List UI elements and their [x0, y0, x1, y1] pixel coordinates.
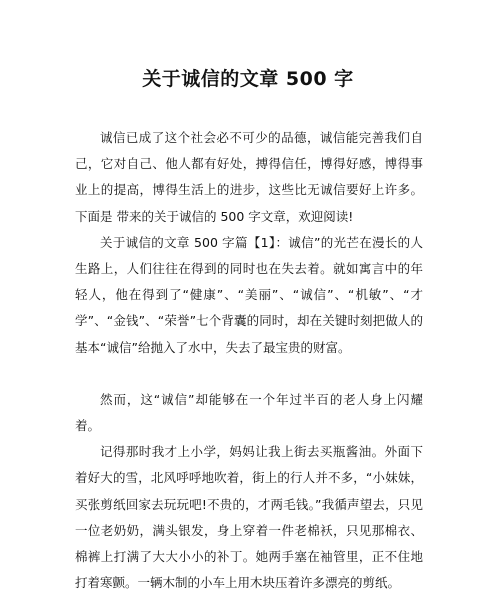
document-title: 关于诚信的文章 500 字: [142, 68, 354, 90]
paragraph-memory: 记得那时我才上小学，妈妈让我上街去买瓶酱油。外面下着好大的雪，北风呼呼地吹着，街上的行人并不多，“小妹妹，买张剪纸回家去玩玩吧!不贵的，才两毛钱。”我循声望去，只见一位老奶奶，满头银发，身上穿着一件老棉袄，只见那棉衣、棉裤上打满了大大小小的补丁。她两手塞在袖管里，正不住地打着寒颤。一辆木制的小车上用木块压着许多漂亮的剪纸。: [75, 444, 423, 591]
paragraph-article-1: 关于诚信的文章 500 字篇【1】：诚信”的光芒在漫长的人生路上，人们往往在得到的同时也在失去着。就如寓言中的年轻人，他在得到了“健康”、“美丽”、“诚信”、“机敏”、“才学”、“金钱”、“荣誉”七个背囊的同时，却在关键时刻把做人的基本“诚信”给抛入了水中，失去了最宝贵的财富。: [75, 234, 423, 355]
paragraph-honesty-elder: 然而，这“诚信”却能够在一个年过半百的老人身上闪耀着。: [75, 391, 423, 434]
paragraph-intro: 诚信已成了这个社会必不可少的品德，诚信能完善我们自己，它对自己、他人都有好处，搏得信任，博得好感，博得事业上的提高，博得生活上的进步，这些比无诚信要好上许多。下面是 带来的关于诚信的 500 字文章，欢迎阅读!: [75, 130, 423, 224]
paragraph-spacer: [75, 361, 423, 387]
document-body: [75, 125, 423, 596]
